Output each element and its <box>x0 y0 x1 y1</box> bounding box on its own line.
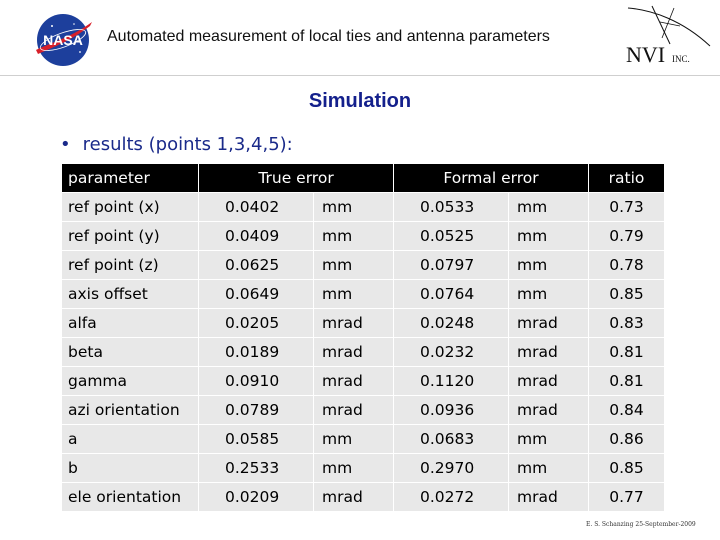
cell-parameter: ele orientation <box>62 483 199 512</box>
header-true-error: True error <box>199 164 394 193</box>
cell-parameter: ref point (y) <box>62 222 199 251</box>
cell-parameter: azi orientation <box>62 396 199 425</box>
cell-parameter: b <box>62 454 199 483</box>
header-parameter: parameter <box>62 164 199 193</box>
bullet-dot-icon: • <box>60 134 71 155</box>
cell-true-value: 0.0789 <box>199 396 314 425</box>
cell-formal-value: 0.0797 <box>394 251 509 280</box>
cell-true-value: 0.0205 <box>199 309 314 338</box>
cell-parameter: beta <box>62 338 199 367</box>
cell-true-unit: mrad <box>314 483 394 512</box>
cell-formal-value: 0.0248 <box>394 309 509 338</box>
cell-true-unit: mm <box>314 454 394 483</box>
results-table <box>61 163 665 512</box>
cell-ratio: 0.73 <box>589 193 665 222</box>
cell-ratio: 0.83 <box>589 309 665 338</box>
cell-formal-unit: mm <box>509 280 589 309</box>
header-divider <box>0 75 720 76</box>
cell-true-unit: mm <box>314 251 394 280</box>
cell-ratio: 0.81 <box>589 367 665 396</box>
cell-true-unit: mrad <box>314 396 394 425</box>
cell-true-unit: mrad <box>314 367 394 396</box>
cell-formal-value: 0.0764 <box>394 280 509 309</box>
cell-true-value: 0.0585 <box>199 425 314 454</box>
header-title: Automated measurement of local ties and antenna parameters <box>107 28 550 45</box>
cell-formal-unit: mm <box>509 251 589 280</box>
table-row <box>62 454 665 483</box>
table-row <box>62 222 665 251</box>
cell-formal-unit: mrad <box>509 396 589 425</box>
table-row <box>62 280 665 309</box>
cell-formal-value: 0.0533 <box>394 193 509 222</box>
header-formal-error: Formal error <box>394 164 589 193</box>
cell-true-unit: mm <box>314 280 394 309</box>
cell-parameter: a <box>62 425 199 454</box>
cell-true-unit: mrad <box>314 338 394 367</box>
cell-parameter: gamma <box>62 367 199 396</box>
cell-ratio: 0.84 <box>589 396 665 425</box>
cell-parameter: ref point (z) <box>62 251 199 280</box>
svg-text:NASA: NASA <box>43 32 83 48</box>
cell-true-value: 0.0910 <box>199 367 314 396</box>
table-row <box>62 309 665 338</box>
svg-text:NVI: NVI <box>626 42 666 67</box>
header-ratio: ratio <box>589 164 665 193</box>
cell-true-value: 0.0209 <box>199 483 314 512</box>
table-row <box>62 367 665 396</box>
cell-ratio: 0.77 <box>589 483 665 512</box>
cell-ratio: 0.81 <box>589 338 665 367</box>
cell-formal-value: 0.0525 <box>394 222 509 251</box>
cell-true-unit: mm <box>314 222 394 251</box>
cell-formal-value: 0.0683 <box>394 425 509 454</box>
cell-ratio: 0.85 <box>589 454 665 483</box>
footer-credit: E. S. Schanzing 25-September-2009 <box>586 521 696 528</box>
nvi-logo <box>622 4 714 68</box>
cell-formal-unit: mrad <box>509 483 589 512</box>
bullet-item <box>60 134 293 155</box>
cell-ratio: 0.78 <box>589 251 665 280</box>
table-row <box>62 193 665 222</box>
cell-formal-unit: mm <box>509 425 589 454</box>
cell-true-unit: mm <box>314 193 394 222</box>
cell-parameter: ref point (x) <box>62 193 199 222</box>
table-row <box>62 425 665 454</box>
table-row <box>62 338 665 367</box>
table-row <box>62 396 665 425</box>
cell-formal-unit: mm <box>509 222 589 251</box>
cell-formal-unit: mm <box>509 193 589 222</box>
cell-formal-unit: mrad <box>509 309 589 338</box>
cell-parameter: axis offset <box>62 280 199 309</box>
cell-formal-value: 0.0272 <box>394 483 509 512</box>
cell-formal-value: 0.0936 <box>394 396 509 425</box>
cell-formal-unit: mrad <box>509 338 589 367</box>
nasa-logo <box>30 12 96 68</box>
svg-text:INC.: INC. <box>672 54 690 64</box>
cell-true-value: 0.0189 <box>199 338 314 367</box>
bullet-text: results (points 1,3,4,5): <box>82 134 293 155</box>
slide-title: Simulation <box>308 90 412 112</box>
cell-formal-value: 0.0232 <box>394 338 509 367</box>
cell-formal-unit: mm <box>509 454 589 483</box>
cell-formal-unit: mrad <box>509 367 589 396</box>
cell-ratio: 0.86 <box>589 425 665 454</box>
cell-ratio: 0.79 <box>589 222 665 251</box>
cell-ratio: 0.85 <box>589 280 665 309</box>
cell-true-unit: mm <box>314 425 394 454</box>
cell-true-unit: mrad <box>314 309 394 338</box>
cell-formal-value: 0.1120 <box>394 367 509 396</box>
cell-formal-value: 0.2970 <box>394 454 509 483</box>
cell-true-value: 0.0649 <box>199 280 314 309</box>
cell-true-value: 0.0409 <box>199 222 314 251</box>
table-header-row <box>62 164 665 193</box>
cell-true-value: 0.2533 <box>199 454 314 483</box>
cell-true-value: 0.0625 <box>199 251 314 280</box>
table-row <box>62 483 665 512</box>
cell-parameter: alfa <box>62 309 199 338</box>
cell-true-value: 0.0402 <box>199 193 314 222</box>
table-row <box>62 251 665 280</box>
